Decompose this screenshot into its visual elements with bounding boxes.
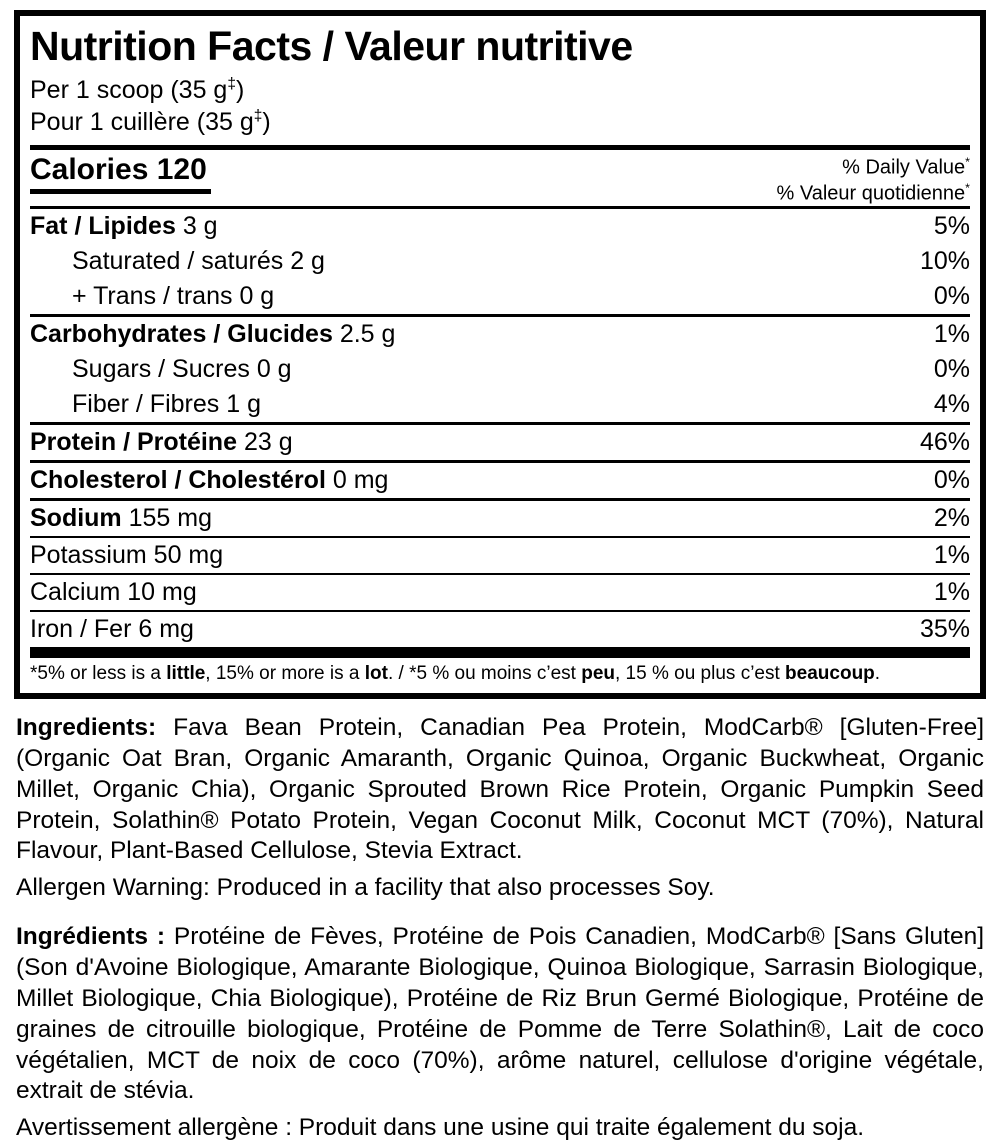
nutrient-name-saturated — [30, 244, 880, 279]
nutrient-amount: 2.5 g — [339, 320, 396, 349]
allergen-warning-en: Allergen Warning: Produced in a facility that also processes Soy. — [16, 874, 715, 902]
nutrient-dv-trans: 0% — [933, 282, 970, 311]
calories-value: Calories 120 — [30, 153, 211, 194]
nutrient-amount: 2 g — [290, 247, 325, 276]
nutrient-table — [30, 206, 970, 647]
asterisk-fr: * — [965, 180, 970, 195]
daily-value-footnote — [30, 658, 970, 689]
nutrient-label: Protein / Protéine — [30, 428, 237, 457]
nutrient-dv-carbohydrates: 1% — [880, 316, 970, 353]
nutrient-amount: 1 g — [226, 390, 261, 419]
nutrient-label: Cholesterol / Cholestérol — [30, 466, 326, 495]
nutrient-label: Fat / Lipides — [30, 212, 176, 241]
footnote-part-c: , 15% or more is a — [205, 663, 365, 685]
table-row-trans — [30, 279, 970, 316]
ingredients-fr — [16, 922, 984, 1107]
nutrient-name-sugars — [30, 352, 880, 387]
nutrient-name-fiber — [30, 387, 880, 424]
ingredients-section — [14, 699, 986, 1144]
ingredients-fr-label: Ingrédients : — [16, 923, 166, 951]
ingredients-en-text: Fava Bean Protein, Canadian Pea Protein, ModCarb® [Gluten-Free] (Organic Oat Bran, Organic Amaranth, Organic Quinoa, Organic Buckwheat, Organic Millet, Organic Chia), Organic Sprouted Brown Rice Protein, Organic Pumpkin Seed Protein, Solathin® Potato Protein, Vegan Coconut Milk, Coconut MCT (70%), Natural Flavour, Plant-Based Cellulose, Stevia Extract. — [16, 714, 984, 865]
double-dagger-symbol-fr: ‡ — [253, 108, 263, 126]
footnote-part-lot: lot — [364, 663, 388, 685]
nutrient-name-protein — [30, 424, 880, 462]
nutrient-label: Fiber / Fibres — [72, 390, 220, 419]
nutrient-amount: 50 mg — [153, 541, 224, 570]
nutrient-label: Sugars / Sucres — [72, 355, 250, 384]
nutrient-amount: 0 mg — [332, 466, 389, 495]
calories-row — [30, 150, 970, 206]
footnote-part-little: little — [166, 663, 206, 685]
asterisk-en: * — [965, 154, 970, 169]
ingredients-en — [16, 713, 984, 867]
ingredients-en-block — [16, 713, 984, 904]
nutrient-dv-sugars: 0% — [933, 355, 970, 384]
ingredients-spacer — [16, 906, 984, 922]
nutrition-facts-panel — [14, 10, 986, 699]
daily-value-fr — [777, 181, 970, 207]
panel-title — [30, 24, 970, 70]
nutrient-amount: 3 g — [182, 212, 218, 241]
nutrient-dv-calcium: 1% — [880, 574, 970, 611]
nutrient-name-sodium — [30, 500, 880, 538]
table-row-iron — [30, 611, 970, 647]
ingredients-fr-text: Protéine de Fèves, Protéine de Pois Canadien, ModCarb® [Sans Gluten] (Son d'Avoine Biologique, Amarante Biologique, Quinoa Biologique, Sarrasin Biologique, Millet Biologique, Chia Biologique), Protéine de Riz Brun Germé Biologique, Protéine de graines de citrouille biologique, Protéine de Pomme de Terre Solathin®, Lait de coco végétalien, MCT de noix de coco (70%), arôme naturel, cellulose d'origine végétale, extrait de stévia. — [16, 923, 985, 1105]
nutrient-dv-sodium: 2% — [880, 500, 970, 538]
nutrient-dv-cholesterol: 0% — [880, 462, 970, 500]
nutrient-label: + Trans / trans — [72, 282, 233, 311]
nutrient-dv-fat: 5% — [880, 208, 970, 245]
table-row-saturated — [30, 244, 970, 279]
daily-value-header — [777, 153, 970, 206]
ingredients-en-label: Ingredients: — [16, 714, 157, 742]
nutrient-name-trans — [30, 279, 880, 316]
table-row-protein — [30, 424, 970, 462]
nutrient-label: Saturated / saturés — [72, 247, 284, 276]
table-row-carbohydrates — [30, 316, 970, 353]
nutrient-label: Potassium — [30, 541, 147, 570]
nutrient-label: Calcium — [30, 578, 121, 607]
table-row-fiber — [30, 387, 970, 424]
nutrient-dv-iron: 35% — [880, 611, 970, 647]
daily-value-en — [777, 155, 970, 181]
footnote-part-a: *5% or less is a — [30, 663, 167, 685]
nutrient-name-potassium — [30, 537, 880, 574]
nutrient-label: Iron / Fer — [30, 615, 132, 644]
table-row-calcium — [30, 574, 970, 611]
panel-title-text: Nutrition Facts / Valeur nutritive — [30, 23, 633, 69]
nutrient-dv-saturated: 10% — [919, 247, 970, 276]
nutrient-label: Carbohydrates / Glucides — [30, 320, 333, 349]
table-row-potassium — [30, 537, 970, 574]
nutrient-name-iron — [30, 611, 880, 647]
nutrient-amount: 23 g — [243, 428, 293, 457]
table-row-sugars — [30, 352, 970, 387]
footnote-part-peu: peu — [581, 663, 615, 685]
nutrient-amount: 10 mg — [127, 578, 197, 607]
double-dagger-symbol: ‡ — [227, 75, 236, 93]
nutrient-dv-protein: 46% — [880, 424, 970, 462]
nutrient-name-fat — [30, 208, 880, 245]
nutrient-amount: 6 mg — [138, 615, 194, 644]
nutrient-dv-fiber: 4% — [933, 390, 970, 419]
footnote-part-beaucoup: beaucoup — [785, 663, 875, 685]
nutrient-name-carbohydrates — [30, 316, 880, 353]
nutrient-label: Sodium — [30, 504, 122, 533]
table-row-fat — [30, 208, 970, 245]
divider-above-footnote — [30, 647, 970, 658]
serving-size-en-text: Per 1 scoop (35 g‡) — [30, 75, 245, 104]
nutrient-name-calcium — [30, 574, 880, 611]
nutrient-amount: 0 g — [239, 282, 275, 311]
footnote-part-e: . / *5 % ou moins c’est — [387, 663, 582, 685]
serving-size-fr — [30, 106, 970, 139]
daily-value-en-text: % Daily Value — [842, 156, 966, 179]
serving-size-en — [30, 74, 970, 107]
footnote-part-i: . — [874, 663, 881, 685]
footnote-part-g: , 15 % ou plus c’est — [615, 663, 786, 685]
nutrient-amount: 155 mg — [128, 504, 213, 533]
serving-size-fr-text: Pour 1 cuillère (35 g‡) — [30, 108, 271, 137]
nutrient-dv-potassium: 1% — [880, 537, 970, 574]
table-row-sodium — [30, 500, 970, 538]
table-row-cholesterol — [30, 462, 970, 500]
nutrient-amount: 0 g — [256, 355, 292, 384]
allergen-warning-fr: Avertissement allergène : Produit dans une usine qui traite également du soja. — [16, 1114, 865, 1142]
daily-value-fr-text: % Valeur quotidienne — [776, 182, 966, 205]
nutrient-name-cholesterol — [30, 462, 880, 500]
ingredients-fr-block — [16, 922, 984, 1144]
